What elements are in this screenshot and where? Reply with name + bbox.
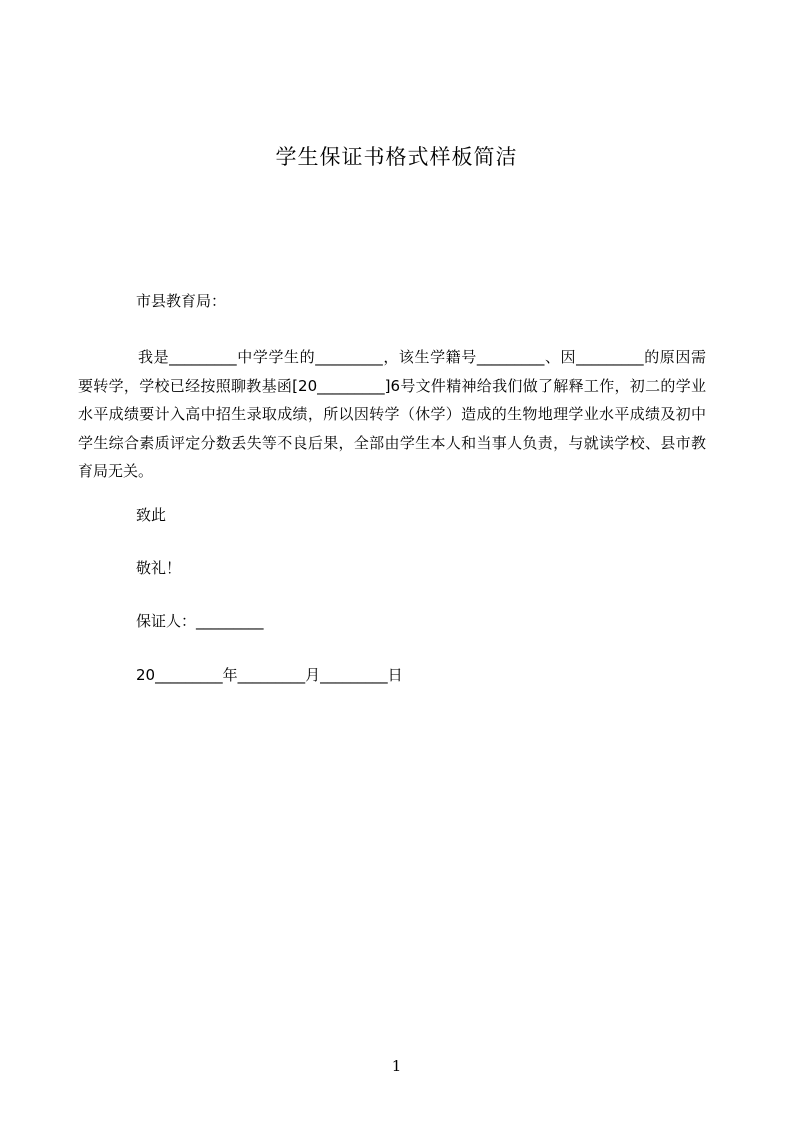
salutation: 市县教育局： xyxy=(136,292,227,310)
guarantor-signature-line: 保证人：_________ xyxy=(136,612,264,630)
closing-jingli: 敬礼！ xyxy=(136,559,182,577)
closing-zhici: 致此 xyxy=(136,506,167,524)
date-line: 20_________年_________月_________日 xyxy=(136,666,403,684)
body-paragraph: 我是_________中学学生的_________，该生学籍号_________、因_________的原因需要转学，学校已经按照聊教基函[20_________]6号文件精神给我们做了解释工作，初二的学业水平成绩要计入高中招生录取成绩，所以因转学（休学）造成的生物地理学业水平成绩及初中学生综合素质评定分数丢失等不良后果，全部由学生本人和当事人负责，与就读学校、县市教育局无关。 xyxy=(78,348,706,480)
document-title: 学生保证书格式样板简洁 xyxy=(275,145,518,169)
page-number: 1 xyxy=(391,1057,402,1075)
